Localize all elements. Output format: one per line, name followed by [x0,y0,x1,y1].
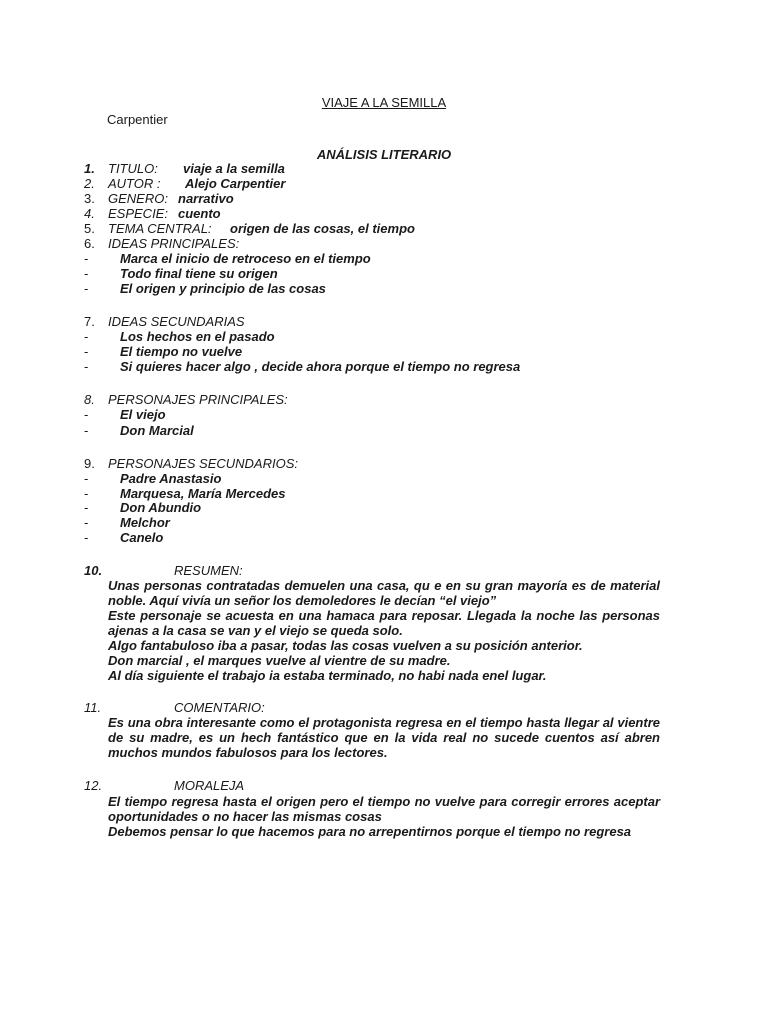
resumen-text [108,578,660,683]
item-label: COMENTARIO: [174,700,265,715]
list-item: El viejo [120,407,166,422]
item-number: 3. [84,191,95,206]
item-number: 4. [84,206,95,221]
item-value: cuento [178,206,221,221]
list-item: Don Abundio [120,500,202,515]
moraleja-text [108,794,660,839]
item-number: 10. [84,563,103,578]
bullet-dash: - [84,500,89,515]
paragraph-line: Al día siguiente el trabajo ia estaba terminado, no habi nada enel lugar. [108,668,547,683]
list-item: Los hechos en el pasado [120,329,275,344]
list-item: Canelo [120,530,164,545]
item-label: IDEAS SECUNDARIAS [108,314,245,329]
bullet-dash: - [84,251,89,266]
list-item: Marquesa, María Mercedes [120,486,286,501]
list-item: Padre Anastasio [120,471,222,486]
item-label: ESPECIE: [108,206,168,221]
item-label: MORALEJA [174,778,245,793]
item-label: PERSONAJES PRINCIPALES: [108,392,288,407]
item-value: narrativo [178,191,234,206]
author-name: Carpentier [107,112,168,127]
list-item: Marca el inicio de retroceso en el tiempo [120,251,371,266]
list-item: Si quieres hacer algo , decide ahora porque el tiempo no regresa [120,359,521,374]
bullet-dash: - [84,530,89,545]
item-number: 8. [84,392,95,407]
item-number: 12. [84,778,103,793]
bullet-dash: - [84,266,89,281]
bullet-dash: - [84,423,89,438]
item-value: viaje a la semilla [183,161,285,176]
item-number: 7. [84,314,95,329]
item-label: IDEAS PRINCIPALES: [108,236,240,251]
item-label: TEMA CENTRAL: [108,221,212,236]
list-item: El origen y principio de las cosas [120,281,326,296]
item-label: PERSONAJES SECUNDARIOS: [108,456,298,471]
bullet-dash: - [84,359,89,374]
item-label: GENERO: [108,191,168,206]
item-number: 11. [84,700,102,715]
item-number: 5. [84,221,95,236]
paragraph-line: El tiempo regresa hasta el origen pero el tiempo no vuelve para corregir errores aceptar oportunidades o no hacer las mismas cosas [108,794,660,824]
bullet-dash: - [84,344,89,359]
paragraph-line: Este personaje se acuesta en una hamaca para reposar. Llegada la noche las personas ajenas a la casa se van y el viejo se queda solo. [108,608,660,638]
list-item: Melchor [120,515,170,530]
list-item: El tiempo no vuelve [120,344,243,359]
paragraph-line: Algo fantabuloso iba a pasar, todas las cosas vuelven a su posición anterior. [108,638,583,653]
item-number: 6. [84,236,95,251]
list-item: Don Marcial [120,423,194,438]
item-label: AUTOR : [108,176,161,191]
item-number: 2. [84,176,95,191]
item-value: Alejo Carpentier [185,176,286,191]
bullet-dash: - [84,407,89,422]
paragraph-line: Unas personas contratadas demuelen una casa, qu e en su gran mayoría es de material noble. Aquí vivía un señor los demoledores le decían “el viejo” [108,578,660,608]
item-label: RESUMEN: [174,563,243,578]
paragraph-line: Debemos pensar lo que hacemos para no arrepentirnos porque el tiempo no regresa [108,824,632,839]
section-heading: ANÁLISIS LITERARIO [316,147,452,162]
bullet-dash: - [84,486,89,501]
bullet-dash: - [84,471,89,486]
item-label: TITULO: [108,161,158,176]
paragraph-line: Don marcial , el marques vuelve al vientre de su madre. [108,653,451,668]
list-item: Todo final tiene su origen [120,266,278,281]
document-title: VIAJE A LA SEMILLA [321,95,447,110]
item-number: 1. [84,161,95,176]
item-value: origen de las cosas, el tiempo [230,221,415,236]
bullet-dash: - [84,515,89,530]
comentario-text: Es una obra interesante como el protagonista regresa en el tiempo hasta llegar al vientre de su madre, es un hech fantástico que en la vida real no sucede cuentos así abren muchos mundos fabulosos para los lectores. [108,715,660,760]
bullet-dash: - [84,329,89,344]
bullet-dash: - [84,281,89,296]
item-number: 9. [84,456,95,471]
